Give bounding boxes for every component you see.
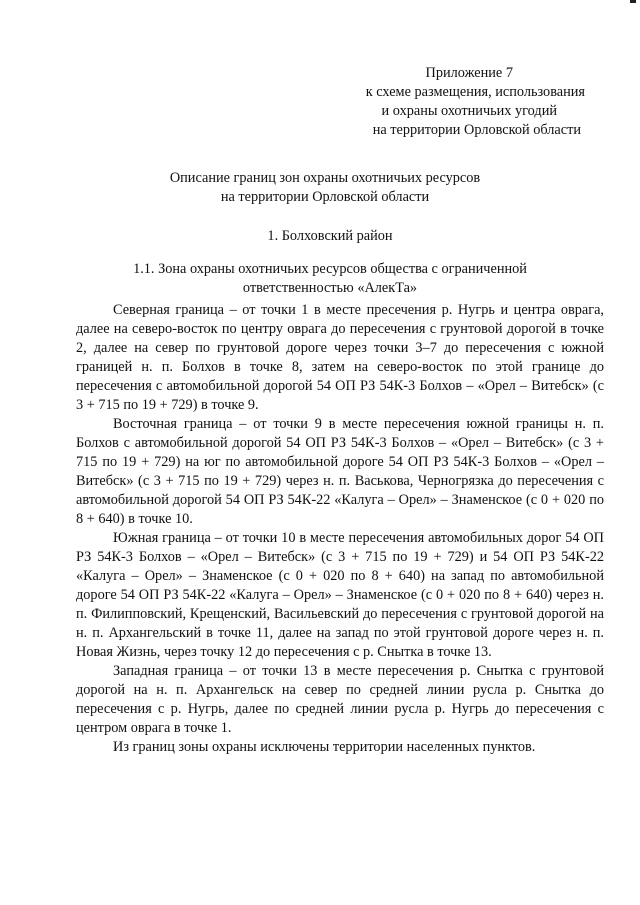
zone-heading-line: 1.1. Зона охраны охотничьих ресурсов общества с ограниченной [133, 261, 527, 277]
appendix-line: и охраны охотничьих угодий [381, 103, 557, 119]
boundary-description [76, 301, 604, 757]
paragraph-exclusion-note: Из границ зоны охраны исключены территории населенных пунктов. [113, 739, 536, 755]
appendix-line: к схеме размещения, использования [365, 84, 585, 100]
paragraph-south-boundary: Южная граница – от точки 10 в месте пересечения автомобильных дорог 54 ОП РЗ 54К-3 Болхов – «Орел – Витебск» (с 3 + 715 по 19 + 729) и 54 ОП РЗ 54К-22 «Калуга – Орел» – Знаменское (с 0 + 020 по 8 + 640) на запад по автомобильной дороге 54 ОП РЗ 54К-22 «Калуга – Орел» – Знаменское (с 0 + 020 по 8 + 640) через н. п. Филипповский, Крещенский, Васильевский до пересечения с грунтовой дорогой на н. п. Архангельский в точке 11, далее на запад по этой грунтовой дороге через н. п. Новая Жизнь, через точку 12 до пересечения с р. Снытка в точке 13. [76, 530, 604, 660]
title-line: на территории Орловской области [220, 189, 430, 205]
paragraph-east-boundary: Восточная граница – от точки 9 в месте пересечения южной границы н. п. Болхов с автомобильной дорогой 54 ОП РЗ 54К-3 Болхов – «Орел – Витебск» (с 3 + 715 по 19 + 729) на юг по автомобильной дороге 54 ОП РЗ 54К-3 Болхов – «Орел – Витебск» (с 3 + 715 по 19 + 729) через н. п. Васькова, Черногрязка до пересечения с автомобильной дорогой 54 ОП РЗ 54К-22 «Калуга – Орел» – Знаменское (с 0 + 020 по 8 + 640) в точке 10. [76, 416, 604, 527]
paragraph-west-boundary: Западная граница – от точки 13 в месте пересечения р. Снытка с грунтовой дорогой на н. п. Архангельск на север по средней линии русла р. Снытка до пересечения с р. Нугрь, далее по средней линии русла р. Нугрь до пересечения с центром оврага в точке 1. [76, 663, 604, 736]
zone-heading [60, 260, 600, 298]
appendix-line: на территории Орловской области [372, 122, 581, 138]
appendix-line: Приложение 7 [425, 65, 513, 81]
paragraph-north-boundary: Северная граница – от точки 1 в месте пресечения р. Нугрь и центра оврага, далее на северо-восток по центру оврага до пересечения с грунтовой дорогой в точке 2, далее на север по грунтовой дороге через точки 3–7 до пересечения с южной границей н. п. Болхов в точке 8, затем на северо-восток по этой границе до пересечения с автомобильной дорогой 54 ОП РЗ 54К-3 Болхов – «Орел – Витебск» (с 3 + 715 по 19 + 729) в точке 9. [76, 302, 604, 413]
zone-heading-line: ответственностью «АлекТа» [242, 280, 418, 296]
document-title [60, 169, 590, 207]
title-line: Описание границ зон охраны охотничьих ресурсов [169, 170, 481, 186]
district-heading: 1. Болховский район [267, 228, 393, 244]
appendix-header [265, 64, 585, 140]
scan-mark [630, 0, 636, 3]
